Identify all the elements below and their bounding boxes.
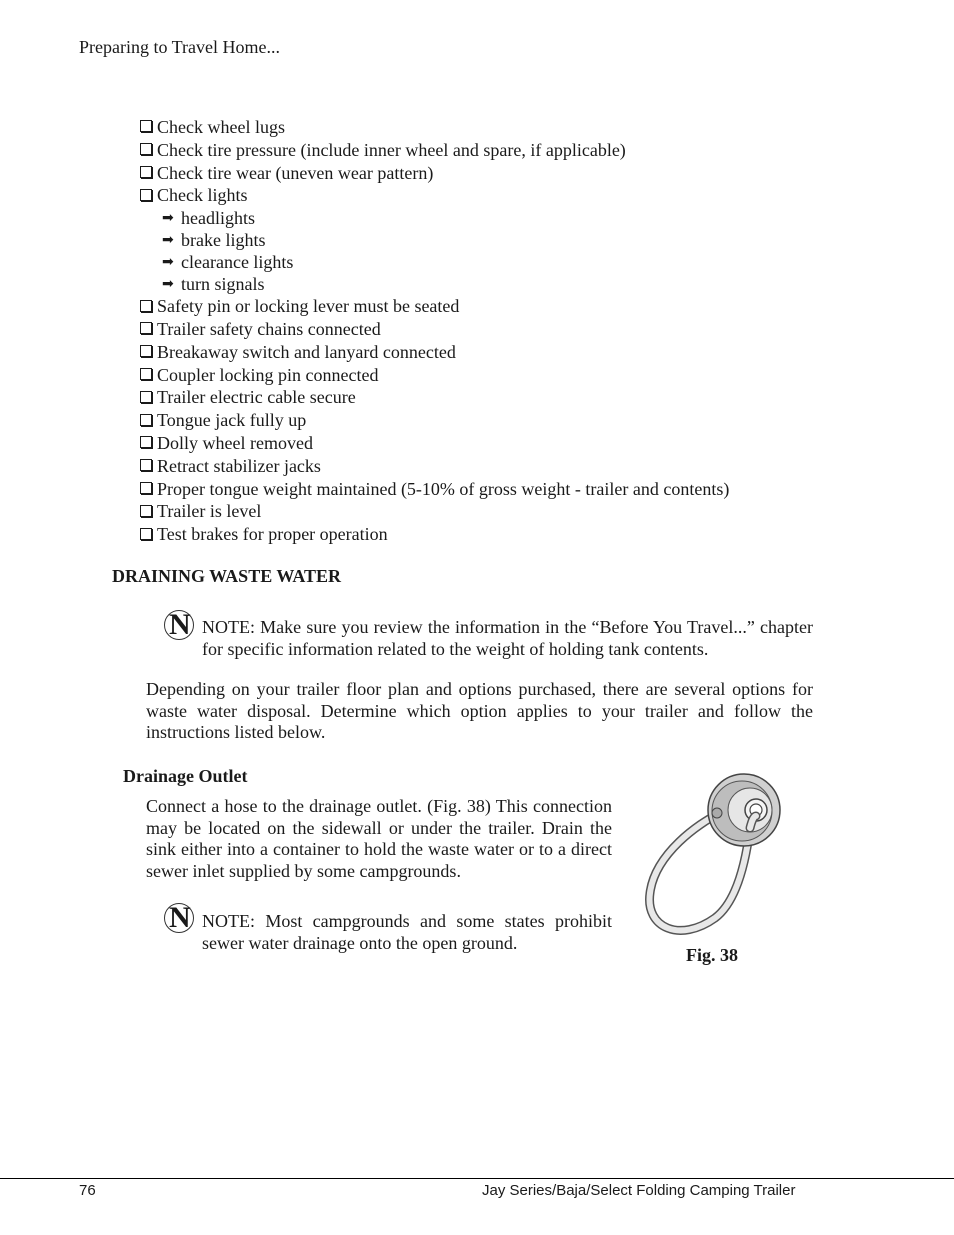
- checkbox-icon: [140, 322, 152, 334]
- checkbox-icon: [140, 436, 152, 448]
- checklist-subitem-label: brake lights: [181, 230, 266, 251]
- checklist-item-label: Check wheel lugs: [157, 117, 285, 137]
- checklist-item-label: Dolly wheel removed: [157, 432, 313, 453]
- checkbox-icon: [140, 189, 152, 201]
- checklist-item-label: Retract stabilizer jacks: [157, 455, 321, 476]
- checklist-item: [140, 478, 729, 501]
- checklist-item: [140, 409, 729, 432]
- checkbox-icon: [140, 482, 152, 494]
- checklist-item-label: Trailer safety chains connected: [157, 318, 381, 339]
- checklist-subitem-label: headlights: [181, 208, 255, 229]
- checklist-item: [140, 432, 729, 455]
- checklist-item: [140, 295, 729, 318]
- checklist-item-label: Test brakes for proper operation: [157, 524, 388, 545]
- checklist-item: [140, 341, 729, 364]
- checklist-item: [140, 364, 729, 387]
- checkbox-icon: [140, 143, 152, 155]
- checklist-item: [140, 116, 729, 139]
- checklist-item: [140, 139, 729, 162]
- checklist-item-label: Check tire pressure (include inner wheel and spare, if applicable): [157, 139, 626, 160]
- checklist-item-label: Check lights: [157, 185, 248, 206]
- checklist-item-label: Trailer is level: [157, 501, 262, 522]
- checkbox-icon: [140, 528, 152, 540]
- checklist-item-label: Trailer electric cable secure: [157, 387, 356, 408]
- note-icon: N: [164, 903, 194, 933]
- checklist-item: [140, 318, 729, 341]
- checkbox-icon: [140, 414, 152, 426]
- checklist-item-label: Check tire wear (uneven wear pattern): [157, 162, 434, 183]
- checklist-subitem: [140, 251, 729, 273]
- checkbox-icon: [140, 300, 152, 312]
- checklist-subitem-label: turn signals: [181, 274, 265, 295]
- checklist-subitem: [140, 273, 729, 295]
- checklist-subitem: [140, 207, 729, 229]
- checklist-item-label: Safety pin or locking lever must be seated: [157, 296, 460, 317]
- checklist-item: [140, 523, 729, 546]
- arrow-right-icon: ➡: [162, 276, 174, 293]
- checkbox-icon: [140, 505, 152, 517]
- arrow-right-icon: ➡: [162, 210, 174, 227]
- drainage-outlet-paragraph: Connect a hose to the drainage outlet. (Fig. 38) This connection may be located on the sidewall or under the trailer. Drain the sink either into a container to hold the waste water or to a direct sewer inlet supplied by some campgrounds.: [146, 796, 612, 881]
- footer-divider: [0, 1178, 954, 1179]
- section-title: DRAINING WASTE WATER: [112, 566, 342, 586]
- checklist-item-label: Tongue jack fully up: [157, 410, 307, 431]
- checkbox-icon: [140, 120, 152, 132]
- checklist-item: [140, 455, 729, 478]
- checklist-item-label: Proper tongue weight maintained (5-10% of gross weight - trailer and contents): [157, 478, 730, 499]
- checklist-item: [140, 386, 729, 409]
- waste-disposal-paragraph: Depending on your trailer floor plan and options purchased, there are several options for waste water disposal. Determine which option applies to your trailer and follow the instructions listed below.: [146, 679, 813, 742]
- checkbox-icon: [140, 345, 152, 357]
- checklist-subitem-label: clearance lights: [181, 252, 294, 273]
- checkbox-icon: [140, 166, 152, 178]
- footer-doc-title: Jay Series/Baja/Select Folding Camping Trailer: [482, 1182, 796, 1199]
- figure-caption: Fig. 38: [686, 945, 738, 965]
- checklist-item: [140, 500, 729, 523]
- checkbox-icon: [140, 391, 152, 403]
- note-campgrounds: NOTE: Most campgrounds and some states prohibit sewer water drainage onto the open ground.: [202, 911, 612, 953]
- checklist-item: [140, 162, 729, 185]
- checklist-item-label: Coupler locking pin connected: [157, 364, 379, 385]
- page-header: Preparing to Travel Home...: [79, 37, 280, 57]
- note-holding-tank: NOTE: Make sure you review the information in the “Before You Travel...” chapter for specific information related to the weight of holding tank contents.: [202, 617, 813, 659]
- checklist-item: [140, 184, 729, 207]
- page-number: 76: [79, 1182, 96, 1199]
- subsection-title: Drainage Outlet: [123, 766, 248, 786]
- drainage-outlet-illustration: [640, 768, 790, 943]
- checklist-item-label: Breakaway switch and lanyard connected: [157, 341, 456, 362]
- arrow-right-icon: ➡: [162, 232, 174, 249]
- travel-checklist: [140, 116, 729, 546]
- checklist-subitem: [140, 229, 729, 251]
- note-icon: N: [164, 610, 194, 640]
- checkbox-icon: [140, 459, 152, 471]
- arrow-right-icon: ➡: [162, 254, 174, 271]
- checkbox-icon: [140, 368, 152, 380]
